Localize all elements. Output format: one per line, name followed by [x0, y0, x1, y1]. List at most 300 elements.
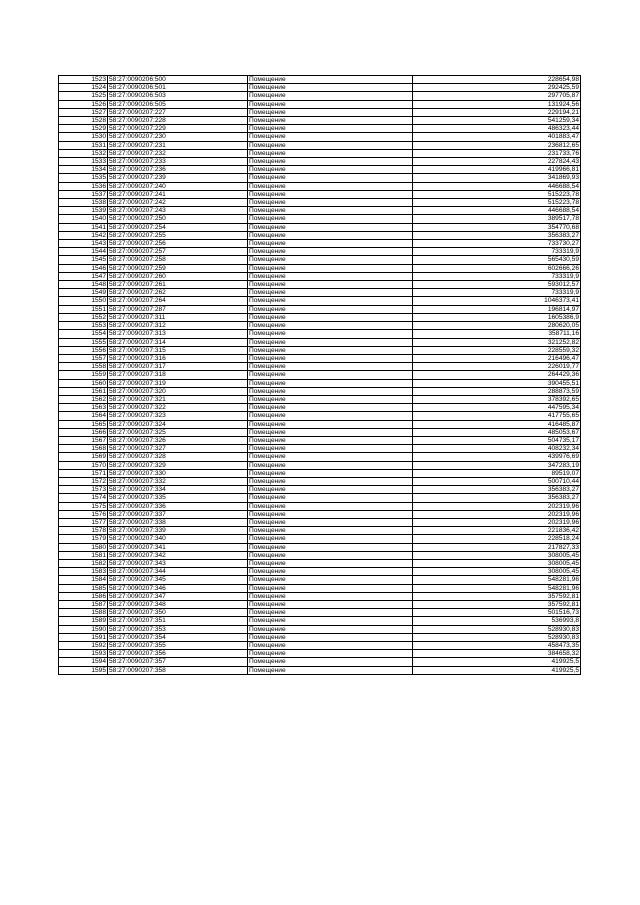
table-row [59, 584, 581, 592]
object-type-cell: Помещение [248, 313, 413, 321]
table-row [59, 84, 581, 92]
object-type-cell: Помещение [248, 543, 413, 551]
cadastral-value-cell: 308005,45 [413, 568, 581, 576]
object-type-cell: Помещение [248, 182, 413, 190]
cadastral-value-cell: 236812,65 [413, 141, 581, 149]
row-number-cell: 1582 [59, 559, 108, 567]
table-row [59, 166, 581, 174]
cadastral-value-cell: 357592,81 [413, 592, 581, 600]
object-type-cell: Помещение [248, 92, 413, 100]
table-row [59, 379, 581, 387]
cadastral-value-cell: 439976,69 [413, 453, 581, 461]
row-number-cell: 1537 [59, 190, 108, 198]
cadastral-value-cell: 1046373,41 [413, 297, 581, 305]
cadastral-value-cell: 221836,42 [413, 527, 581, 535]
object-type-cell: Помещение [248, 379, 413, 387]
cadastral-number-cell: 58:27:0090206:500 [108, 76, 248, 84]
table-row [59, 527, 581, 535]
cadastral-value-cell: 297705,87 [413, 92, 581, 100]
table-row [59, 354, 581, 362]
cadastral-value-cell: 264429,36 [413, 371, 581, 379]
cadastral-value-cell: 280620,05 [413, 322, 581, 330]
row-number-cell: 1553 [59, 322, 108, 330]
cadastral-number-cell: 58:27:0090207:339 [108, 527, 248, 535]
cadastral-value-cell: 446688,54 [413, 182, 581, 190]
table-row [59, 199, 581, 207]
cadastral-value-cell: 515223,78 [413, 190, 581, 198]
table-row [59, 141, 581, 149]
cadastral-number-cell: 58:27:0090207:313 [108, 330, 248, 338]
object-type-cell: Помещение [248, 149, 413, 157]
cadastral-number-cell: 58:27:0090207:355 [108, 642, 248, 650]
row-number-cell: 1534 [59, 166, 108, 174]
table-row [59, 436, 581, 444]
cadastral-number-cell: 58:27:0090207:239 [108, 174, 248, 182]
table-row [59, 322, 581, 330]
object-type-cell: Помещение [248, 272, 413, 280]
object-type-cell: Помещение [248, 428, 413, 436]
cadastral-value-cell: 416485,87 [413, 420, 581, 428]
object-type-cell: Помещение [248, 551, 413, 559]
cadastral-number-cell: 58:27:0090207:329 [108, 461, 248, 469]
cadastral-number-cell: 58:27:0090207:258 [108, 256, 248, 264]
row-number-cell: 1576 [59, 510, 108, 518]
table-row [59, 609, 581, 617]
table-row [59, 469, 581, 477]
table-row [59, 149, 581, 157]
cadastral-number-cell: 58:27:0090207:321 [108, 395, 248, 403]
cadastral-number-cell: 58:27:0090207:330 [108, 469, 248, 477]
cadastral-value-cell: 228654,98 [413, 76, 581, 84]
object-type-cell: Помещение [248, 395, 413, 403]
row-number-cell: 1593 [59, 650, 108, 658]
object-type-cell: Помещение [248, 346, 413, 354]
cadastral-value-cell: 226019,77 [413, 363, 581, 371]
object-type-cell: Помещение [248, 559, 413, 567]
cadastral-value-cell: 354770,68 [413, 223, 581, 231]
object-type-cell: Помещение [248, 354, 413, 362]
object-type-cell: Помещение [248, 461, 413, 469]
cadastral-value-cell: 292425,59 [413, 84, 581, 92]
object-type-cell: Помещение [248, 617, 413, 625]
object-type-cell: Помещение [248, 658, 413, 666]
table-row [59, 502, 581, 510]
object-type-cell: Помещение [248, 584, 413, 592]
cadastral-value-cell: 217827,33 [413, 543, 581, 551]
table-row [59, 313, 581, 321]
table-row [59, 395, 581, 403]
row-number-cell: 1547 [59, 272, 108, 280]
object-type-cell: Помещение [248, 486, 413, 494]
cadastral-value-cell: 401883,47 [413, 133, 581, 141]
cadastral-value-cell: 131924,56 [413, 100, 581, 108]
object-type-cell: Помещение [248, 215, 413, 223]
cadastral-value-cell: 733319,9 [413, 248, 581, 256]
cadastral-number-cell: 58:27:0090207:232 [108, 149, 248, 157]
row-number-cell: 1594 [59, 658, 108, 666]
table-row [59, 240, 581, 248]
cadastral-number-cell: 58:27:0090207:357 [108, 658, 248, 666]
cadastral-value-cell: 356383,27 [413, 231, 581, 239]
row-number-cell: 1578 [59, 527, 108, 535]
table-row [59, 281, 581, 289]
cadastral-number-cell: 58:27:0090207:353 [108, 625, 248, 633]
table-row [59, 338, 581, 346]
table-row [59, 125, 581, 133]
cadastral-value-cell: 565430,59 [413, 256, 581, 264]
cadastral-number-cell: 58:27:0090207:328 [108, 453, 248, 461]
row-number-cell: 1558 [59, 363, 108, 371]
table-row [59, 272, 581, 280]
cadastral-number-cell: 58:27:0090207:344 [108, 568, 248, 576]
row-number-cell: 1586 [59, 592, 108, 600]
cadastral-value-cell: 419966,81 [413, 166, 581, 174]
cadastral-value-cell: 733319,9 [413, 272, 581, 280]
object-type-cell: Помещение [248, 650, 413, 658]
cadastral-number-cell: 58:27:0090207:334 [108, 486, 248, 494]
cadastral-number-cell: 58:27:0090207:233 [108, 158, 248, 166]
table-row [59, 559, 581, 567]
cadastral-number-cell: 58:27:0090207:348 [108, 601, 248, 609]
row-number-cell: 1590 [59, 625, 108, 633]
object-type-cell: Помещение [248, 207, 413, 215]
cadastral-value-cell: 548281,96 [413, 576, 581, 584]
row-number-cell: 1575 [59, 502, 108, 510]
row-number-cell: 1556 [59, 346, 108, 354]
cadastral-value-cell: 227824,43 [413, 158, 581, 166]
row-number-cell: 1555 [59, 338, 108, 346]
table-row [59, 76, 581, 84]
table-row [59, 617, 581, 625]
cadastral-number-cell: 58:27:0090207:316 [108, 354, 248, 362]
cadastral-value-cell: 341869,93 [413, 174, 581, 182]
cadastral-value-cell: 89519,07 [413, 469, 581, 477]
cadastral-value-cell: 196814,97 [413, 305, 581, 313]
cadastral-value-cell: 308005,45 [413, 559, 581, 567]
cadastral-number-cell: 58:27:0090207:261 [108, 281, 248, 289]
row-number-cell: 1539 [59, 207, 108, 215]
cadastral-value-cell: 231733,76 [413, 149, 581, 157]
object-type-cell: Помещение [248, 281, 413, 289]
table-body [59, 76, 581, 675]
cadastral-number-cell: 58:27:0090207:259 [108, 264, 248, 272]
row-number-cell: 1529 [59, 125, 108, 133]
cadastral-number-cell: 58:27:0090207:347 [108, 592, 248, 600]
table-row [59, 568, 581, 576]
table-row [59, 223, 581, 231]
object-type-cell: Помещение [248, 231, 413, 239]
row-number-cell: 1551 [59, 305, 108, 313]
row-number-cell: 1545 [59, 256, 108, 264]
table-row [59, 592, 581, 600]
table-row [59, 387, 581, 395]
cadastral-value-cell: 228518,24 [413, 535, 581, 543]
row-number-cell: 1527 [59, 108, 108, 116]
object-type-cell: Помещение [248, 190, 413, 198]
row-number-cell: 1548 [59, 281, 108, 289]
cadastral-number-cell: 58:27:0090207:241 [108, 190, 248, 198]
object-type-cell: Помещение [248, 568, 413, 576]
object-type-cell: Помещение [248, 158, 413, 166]
object-type-cell: Помещение [248, 510, 413, 518]
row-number-cell: 1530 [59, 133, 108, 141]
cadastral-value-cell: 408232,34 [413, 445, 581, 453]
cadastral-number-cell: 58:27:0090206:501 [108, 84, 248, 92]
object-type-cell: Помещение [248, 535, 413, 543]
cadastral-number-cell: 58:27:0090207:312 [108, 322, 248, 330]
cadastral-number-cell: 58:27:0090207:358 [108, 666, 248, 674]
object-type-cell: Помещение [248, 297, 413, 305]
cadastral-number-cell: 58:27:0090207:228 [108, 117, 248, 125]
object-type-cell: Помещение [248, 141, 413, 149]
table-row [59, 642, 581, 650]
cadastral-number-cell: 58:27:0090207:354 [108, 633, 248, 641]
cadastral-value-cell: 593012,57 [413, 281, 581, 289]
table-row [59, 453, 581, 461]
cadastral-number-cell: 58:27:0090207:323 [108, 412, 248, 420]
table-row [59, 330, 581, 338]
cadastral-number-cell: 58:27:0090207:327 [108, 445, 248, 453]
table-row [59, 486, 581, 494]
row-number-cell: 1581 [59, 551, 108, 559]
cadastral-number-cell: 58:27:0090207:356 [108, 650, 248, 658]
cadastral-number-cell: 58:27:0090207:324 [108, 420, 248, 428]
cadastral-number-cell: 58:27:0090207:350 [108, 609, 248, 617]
object-type-cell: Помещение [248, 264, 413, 272]
cadastral-number-cell: 58:27:0090207:257 [108, 248, 248, 256]
table-row [59, 461, 581, 469]
table-row [59, 551, 581, 559]
table-row [59, 174, 581, 182]
row-number-cell: 1579 [59, 535, 108, 543]
cadastral-number-cell: 58:27:0090207:256 [108, 240, 248, 248]
cadastral-number-cell: 58:27:0090207:314 [108, 338, 248, 346]
cadastral-number-cell: 58:27:0090207:336 [108, 502, 248, 510]
object-type-cell: Помещение [248, 494, 413, 502]
row-number-cell: 1552 [59, 313, 108, 321]
row-number-cell: 1591 [59, 633, 108, 641]
row-number-cell: 1525 [59, 92, 108, 100]
row-number-cell: 1559 [59, 371, 108, 379]
table-row [59, 248, 581, 256]
cadastral-value-cell: 356383,27 [413, 494, 581, 502]
object-type-cell: Помещение [248, 625, 413, 633]
cadastral-number-cell: 58:27:0090207:243 [108, 207, 248, 215]
row-number-cell: 1543 [59, 240, 108, 248]
row-number-cell: 1569 [59, 453, 108, 461]
table-row [59, 633, 581, 641]
cadastral-value-cell: 419925,5 [413, 658, 581, 666]
table-row [59, 650, 581, 658]
cadastral-number-cell: 58:27:0090207:337 [108, 510, 248, 518]
object-type-cell: Помещение [248, 371, 413, 379]
row-number-cell: 1533 [59, 158, 108, 166]
object-type-cell: Помещение [248, 469, 413, 477]
object-type-cell: Помещение [248, 518, 413, 526]
cadastral-number-cell: 58:27:0090207:287 [108, 305, 248, 313]
object-type-cell: Помещение [248, 199, 413, 207]
table-row [59, 207, 581, 215]
object-type-cell: Помещение [248, 166, 413, 174]
cadastral-number-cell: 58:27:0090207:229 [108, 125, 248, 133]
table-row [59, 428, 581, 436]
object-type-cell: Помещение [248, 76, 413, 84]
cadastral-value-cell: 515223,78 [413, 199, 581, 207]
cadastral-value-cell: 528930,83 [413, 633, 581, 641]
cadastral-number-cell: 58:27:0090207:236 [108, 166, 248, 174]
object-type-cell: Помещение [248, 436, 413, 444]
cadastral-value-cell: 202319,96 [413, 502, 581, 510]
cadastral-value-cell: 389517,78 [413, 215, 581, 223]
row-number-cell: 1544 [59, 248, 108, 256]
row-number-cell: 1595 [59, 666, 108, 674]
row-number-cell: 1526 [59, 100, 108, 108]
cadastral-value-cell: 1605386,9 [413, 313, 581, 321]
row-number-cell: 1588 [59, 609, 108, 617]
row-number-cell: 1560 [59, 379, 108, 387]
table-row [59, 535, 581, 543]
row-number-cell: 1570 [59, 461, 108, 469]
object-type-cell: Помещение [248, 666, 413, 674]
row-number-cell: 1577 [59, 518, 108, 526]
cadastral-value-cell: 378392,65 [413, 395, 581, 403]
row-number-cell: 1584 [59, 576, 108, 584]
row-number-cell: 1550 [59, 297, 108, 305]
object-type-cell: Помещение [248, 256, 413, 264]
table-row [59, 158, 581, 166]
cadastral-value-cell: 384658,32 [413, 650, 581, 658]
table-row [59, 100, 581, 108]
cadastral-value-cell: 358711,16 [413, 330, 581, 338]
row-number-cell: 1538 [59, 199, 108, 207]
cadastral-value-cell: 528930,83 [413, 625, 581, 633]
table-row [59, 363, 581, 371]
cadastral-value-cell: 356383,27 [413, 486, 581, 494]
cadastral-value-cell: 419925,5 [413, 666, 581, 674]
cadastral-number-cell: 58:27:0090207:311 [108, 313, 248, 321]
table-row [59, 182, 581, 190]
table-row [59, 445, 581, 453]
row-number-cell: 1562 [59, 395, 108, 403]
cadastral-value-cell: 417755,65 [413, 412, 581, 420]
cadastral-value-cell: 228559,32 [413, 346, 581, 354]
object-type-cell: Помещение [248, 330, 413, 338]
cadastral-value-cell: 501516,73 [413, 609, 581, 617]
cadastral-value-cell: 446688,54 [413, 207, 581, 215]
object-type-cell: Помещение [248, 240, 413, 248]
table-row [59, 625, 581, 633]
object-type-cell: Помещение [248, 305, 413, 313]
row-number-cell: 1535 [59, 174, 108, 182]
table-row [59, 231, 581, 239]
cadastral-number-cell: 58:27:0090207:240 [108, 182, 248, 190]
table-row [59, 289, 581, 297]
cadastral-number-cell: 58:27:0090207:345 [108, 576, 248, 584]
row-number-cell: 1546 [59, 264, 108, 272]
cadastral-value-cell: 390455,51 [413, 379, 581, 387]
row-number-cell: 1571 [59, 469, 108, 477]
row-number-cell: 1554 [59, 330, 108, 338]
table-row [59, 92, 581, 100]
row-number-cell: 1592 [59, 642, 108, 650]
cadastral-number-cell: 58:27:0090206:503 [108, 92, 248, 100]
table-row [59, 108, 581, 116]
table-row [59, 297, 581, 305]
cadastral-value-cell: 541259,34 [413, 117, 581, 125]
table-row [59, 543, 581, 551]
cadastral-number-cell: 58:27:0090207:342 [108, 551, 248, 559]
table-row [59, 404, 581, 412]
table-row [59, 666, 581, 674]
cadastral-number-cell: 58:27:0090207:351 [108, 617, 248, 625]
row-number-cell: 1557 [59, 354, 108, 362]
row-number-cell: 1541 [59, 223, 108, 231]
row-number-cell: 1549 [59, 289, 108, 297]
row-number-cell: 1573 [59, 486, 108, 494]
table-row [59, 494, 581, 502]
cadastral-value-cell: 485053,67 [413, 428, 581, 436]
table-row [59, 601, 581, 609]
table-row [59, 420, 581, 428]
cadastral-number-cell: 58:27:0090207:325 [108, 428, 248, 436]
table-row [59, 346, 581, 354]
object-type-cell: Помещение [248, 404, 413, 412]
object-type-cell: Помещение [248, 248, 413, 256]
cadastral-number-cell: 58:27:0090207:332 [108, 477, 248, 485]
row-number-cell: 1561 [59, 387, 108, 395]
row-number-cell: 1565 [59, 420, 108, 428]
table-row [59, 215, 581, 223]
object-type-cell: Помещение [248, 289, 413, 297]
row-number-cell: 1580 [59, 543, 108, 551]
object-type-cell: Помещение [248, 133, 413, 141]
cadastral-value-cell: 548281,96 [413, 584, 581, 592]
cadastral-number-cell: 58:27:0090207:322 [108, 404, 248, 412]
row-number-cell: 1564 [59, 412, 108, 420]
cadastral-number-cell: 58:27:0090207:318 [108, 371, 248, 379]
object-type-cell: Помещение [248, 322, 413, 330]
object-type-cell: Помещение [248, 453, 413, 461]
cadastral-number-cell: 58:27:0090207:343 [108, 559, 248, 567]
object-type-cell: Помещение [248, 125, 413, 133]
row-number-cell: 1583 [59, 568, 108, 576]
object-type-cell: Помещение [248, 174, 413, 182]
table-row [59, 518, 581, 526]
object-type-cell: Помещение [248, 117, 413, 125]
cadastral-number-cell: 58:27:0090207:340 [108, 535, 248, 543]
cadastral-number-cell: 58:27:0090207:242 [108, 199, 248, 207]
object-type-cell: Помещение [248, 100, 413, 108]
object-type-cell: Помещение [248, 642, 413, 650]
cadastral-number-cell: 58:27:0090207:319 [108, 379, 248, 387]
row-number-cell: 1589 [59, 617, 108, 625]
row-number-cell: 1542 [59, 231, 108, 239]
table-row [59, 371, 581, 379]
cadastral-value-cell: 458473,35 [413, 642, 581, 650]
cadastral-value-table [58, 75, 581, 675]
cadastral-number-cell: 58:27:0090207:254 [108, 223, 248, 231]
object-type-cell: Помещение [248, 412, 413, 420]
object-type-cell: Помещение [248, 576, 413, 584]
table-row [59, 576, 581, 584]
row-number-cell: 1566 [59, 428, 108, 436]
cadastral-value-cell: 347283,19 [413, 461, 581, 469]
cadastral-value-cell: 288873,59 [413, 387, 581, 395]
cadastral-value-cell: 486323,44 [413, 125, 581, 133]
cadastral-number-cell: 58:27:0090207:260 [108, 272, 248, 280]
table-row [59, 117, 581, 125]
cadastral-value-cell: 500710,44 [413, 477, 581, 485]
